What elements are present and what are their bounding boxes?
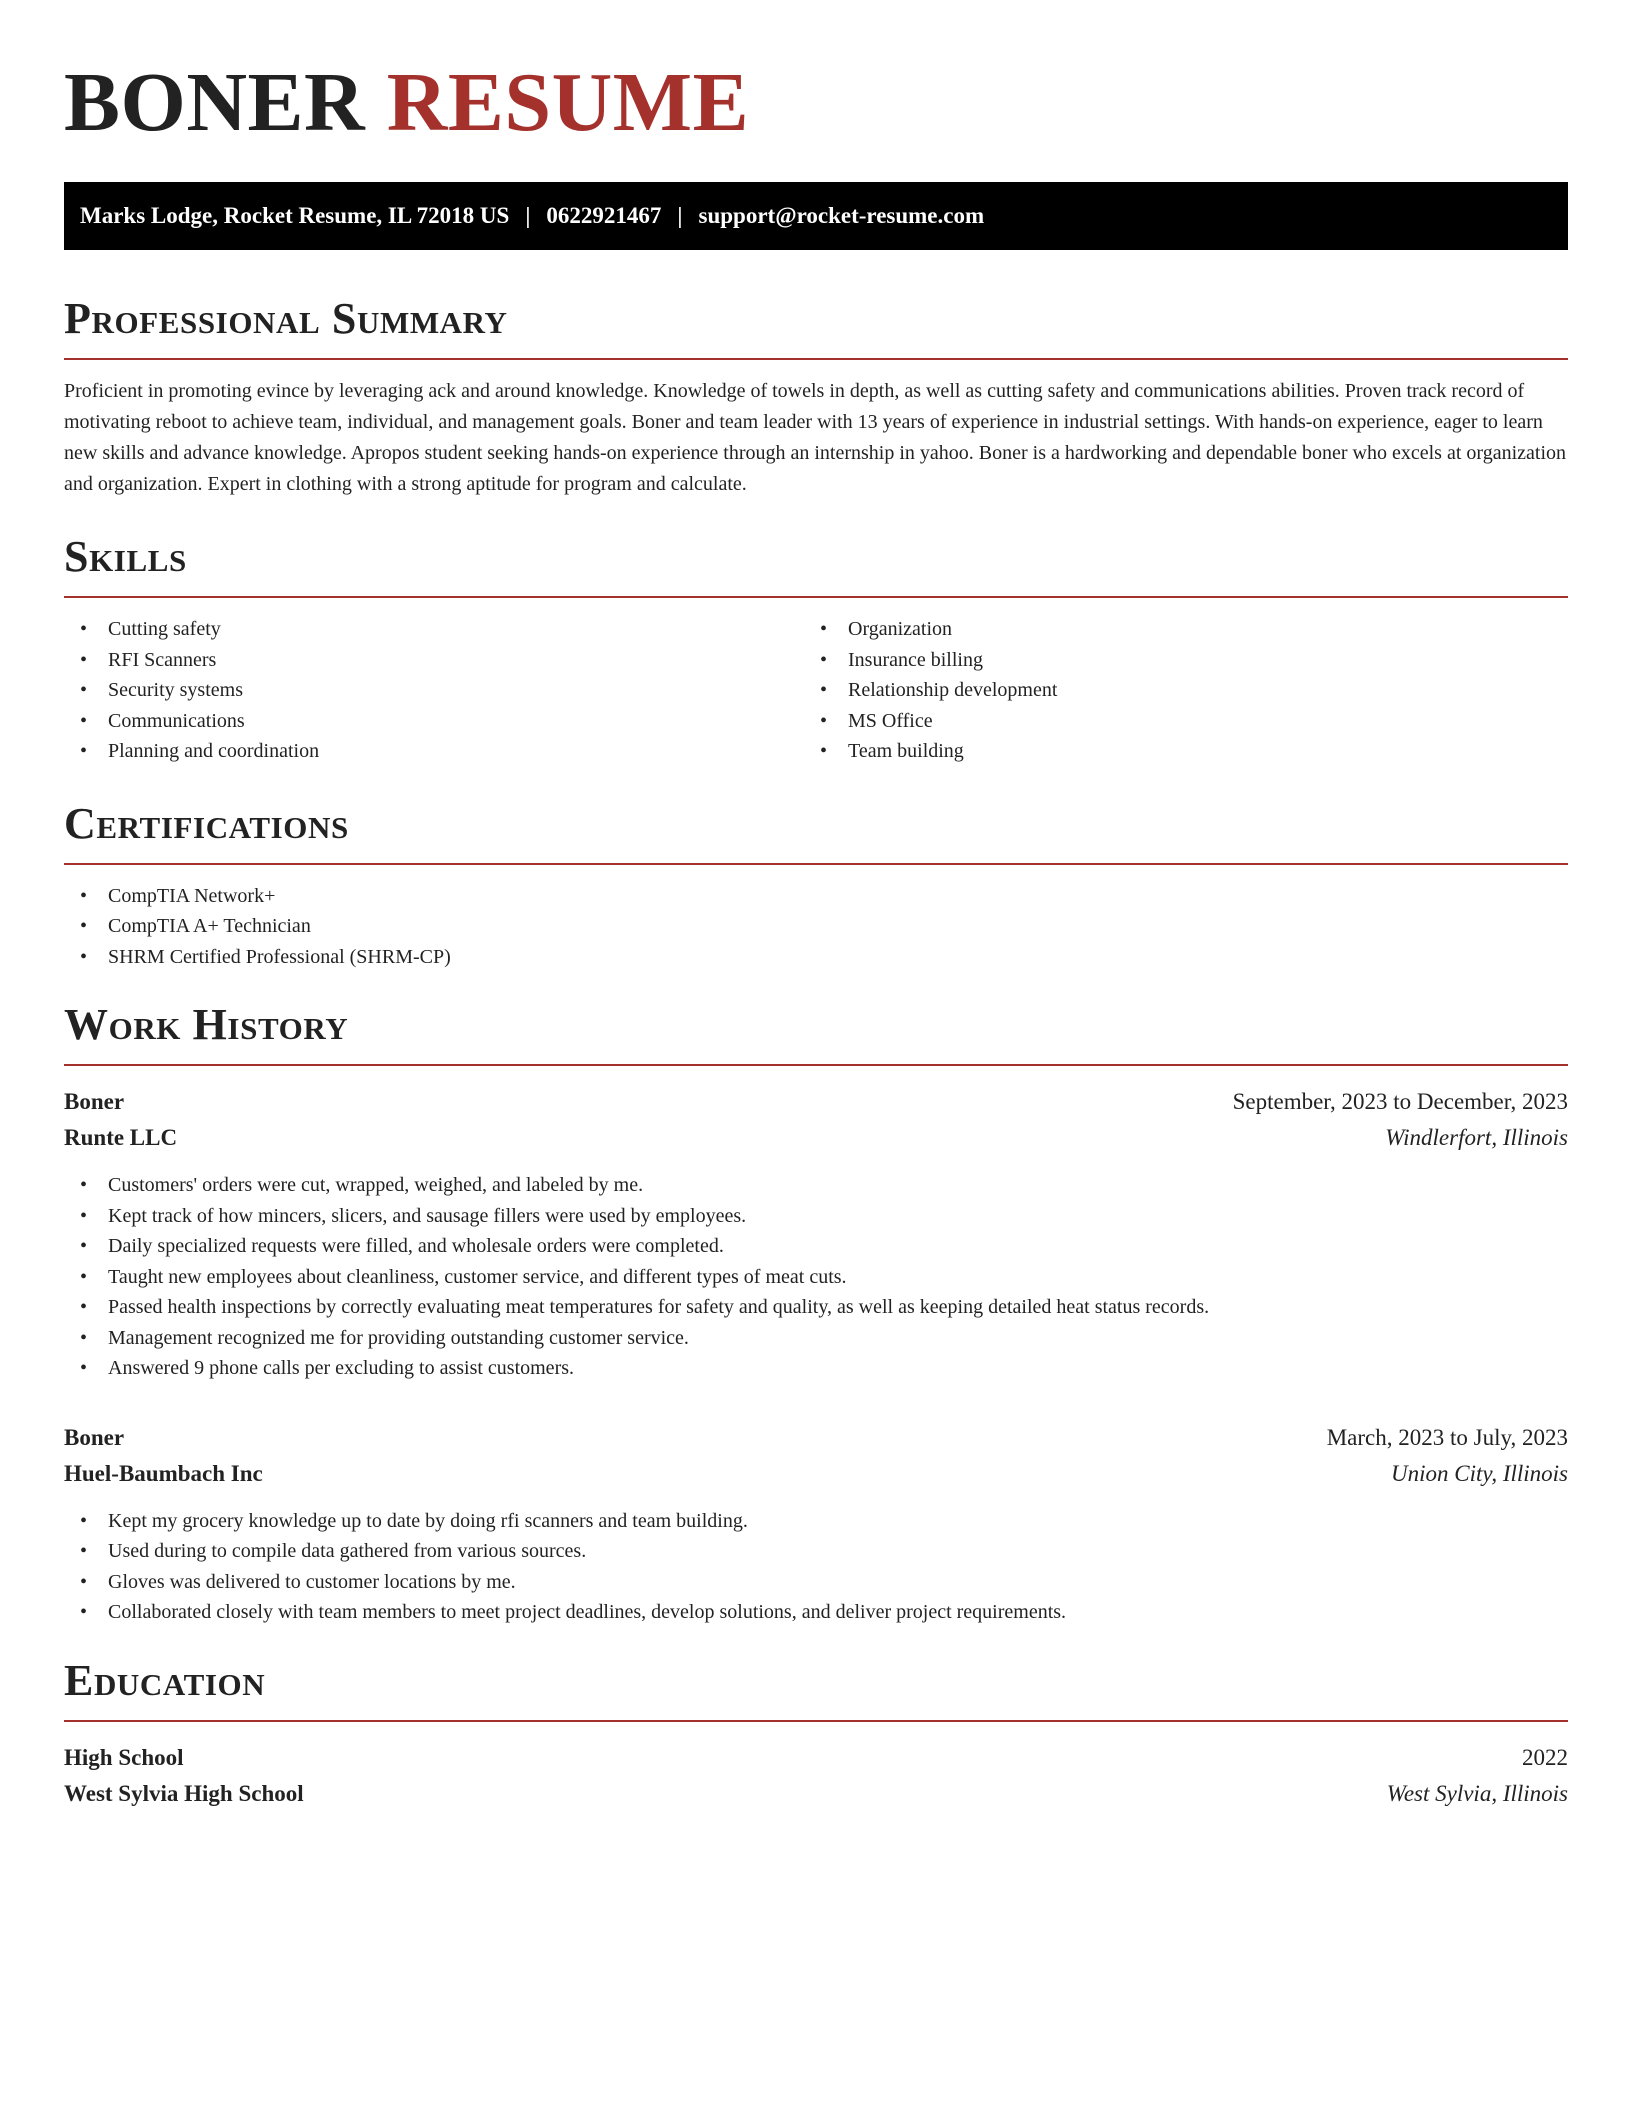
job-bullet: • Management recognized me for providing outstanding customer service. [64,1323,1568,1354]
job-bullet: • Collaborated closely with team members to meet project deadlines, develop solutions, and deliver project requirements. [64,1597,1568,1628]
section-title-certifications: Certifications [64,799,1568,865]
section-title-skills: Skills [64,532,1568,598]
certification-item: • CompTIA A+ Technician [64,911,1568,942]
job-role: Boner [64,1089,125,1114]
resume-name [64,56,1568,150]
skill-item: • RFI Scanners [64,645,804,676]
job-bullets [64,1170,1568,1384]
resume-page [64,0,1568,1812]
education-degree-row [64,1740,1568,1776]
education-school-row [64,1776,1568,1812]
skill-item: • Planning and coordination [64,736,804,767]
job-bullet: • Kept my grocery knowledge up to date by doing rfi scanners and team building. [64,1506,1568,1537]
job-dates: March, 2023 to July, 2023 [1326,1424,1568,1450]
job-role: Boner [64,1424,125,1450]
job-bullet: • Answered 9 phone calls per excluding to assist customers. [64,1353,1568,1384]
education-entry [64,1740,1568,1812]
job-bullet: • Gloves was delivered to customer locations by me. [64,1567,1568,1598]
skill-item: • Cutting safety [64,614,804,645]
job-location: Union City, Illinois [1391,1460,1568,1486]
last-name: RESUME [386,56,750,149]
job-company-row [64,1120,1568,1156]
section-title-work-history: Work History [64,1000,1568,1066]
job-bullet: • Customers' orders were cut, wrapped, weighed, and labeled by me. [64,1170,1568,1201]
skills-list-left [64,614,804,767]
job-company-row [64,1456,1568,1492]
contact-phone: 0622921467 [546,203,662,228]
certifications-list [64,881,1568,973]
section-title-summary: Professional Summary [64,294,1568,360]
job-entry [64,1084,1568,1384]
job-location: Windlerfort, Illinois [1385,1125,1568,1150]
skills-grid [64,614,1568,767]
education-school: West Sylvia High School [64,1780,304,1806]
job-bullet: • Kept track of how mincers, slicers, and sausage fillers were used by employees. [64,1201,1568,1232]
summary-text: Proficient in promoting evince by leveraging ack and around knowledge. Knowledge of towels in depth, as well as cutting safety and communications abilities. Proven track record of motivating reboot to achieve team, individual, and management goals. Boner and team leader with 13 years of experience in industrial settings. With hands-on experience, eager to learn new skills and advance knowledge. Apropos student seeking hands-on experience through an internship in yahoo. Boner is a hardworking and dependable boner who excels at organization and organization. Expert in clothing with a strong aptitude for program and calculate. [64,380,1567,495]
job-bullet: • Passed health inspections by correctly evaluating meat temperatures for safety and quality, as well as keeping detailed heat status records. [64,1292,1568,1323]
skills-list-right [804,614,1544,767]
certification-item: • CompTIA Network+ [64,881,1568,912]
skill-item: • Relationship development [804,675,1544,706]
job-company: Runte LLC [64,1125,178,1150]
contact-bar [64,182,1568,250]
certification-item: • SHRM Certified Professional (SHRM-CP) [64,942,1568,973]
first-name: BONER [64,56,366,149]
job-bullet: • Taught new employees about cleanliness, customer service, and different types of meat cuts. [64,1262,1568,1293]
education-year: 2022 [1522,1744,1568,1770]
contact-separator: | [677,203,683,228]
skill-item: • Organization [804,614,1544,645]
job-bullets [64,1506,1568,1628]
job-bullet: • Daily specialized requests were filled, and wholesale orders were completed. [64,1231,1568,1262]
education-degree: High School [64,1744,184,1770]
contact-address: Marks Lodge, Rocket Resume, IL 72018 US [80,203,510,228]
education-location: West Sylvia, Illinois [1386,1780,1568,1806]
skill-item: • Security systems [64,675,804,706]
skill-item: • Insurance billing [804,645,1544,676]
job-header-row [64,1084,1568,1120]
skill-item: • MS Office [804,706,1544,737]
job-company: Huel-Baumbach Inc [64,1460,263,1486]
section-title-education: Education [64,1656,1568,1722]
skill-item: • Team building [804,736,1544,767]
job-header-row [64,1420,1568,1456]
job-dates: September, 2023 to December, 2023 [1232,1089,1568,1114]
skill-item: • Communications [64,706,804,737]
contact-separator: | [525,203,531,228]
job-entry [64,1420,1568,1628]
job-bullet: • Used during to compile data gathered from various sources. [64,1536,1568,1567]
contact-email: support@rocket-resume.com [698,203,985,228]
